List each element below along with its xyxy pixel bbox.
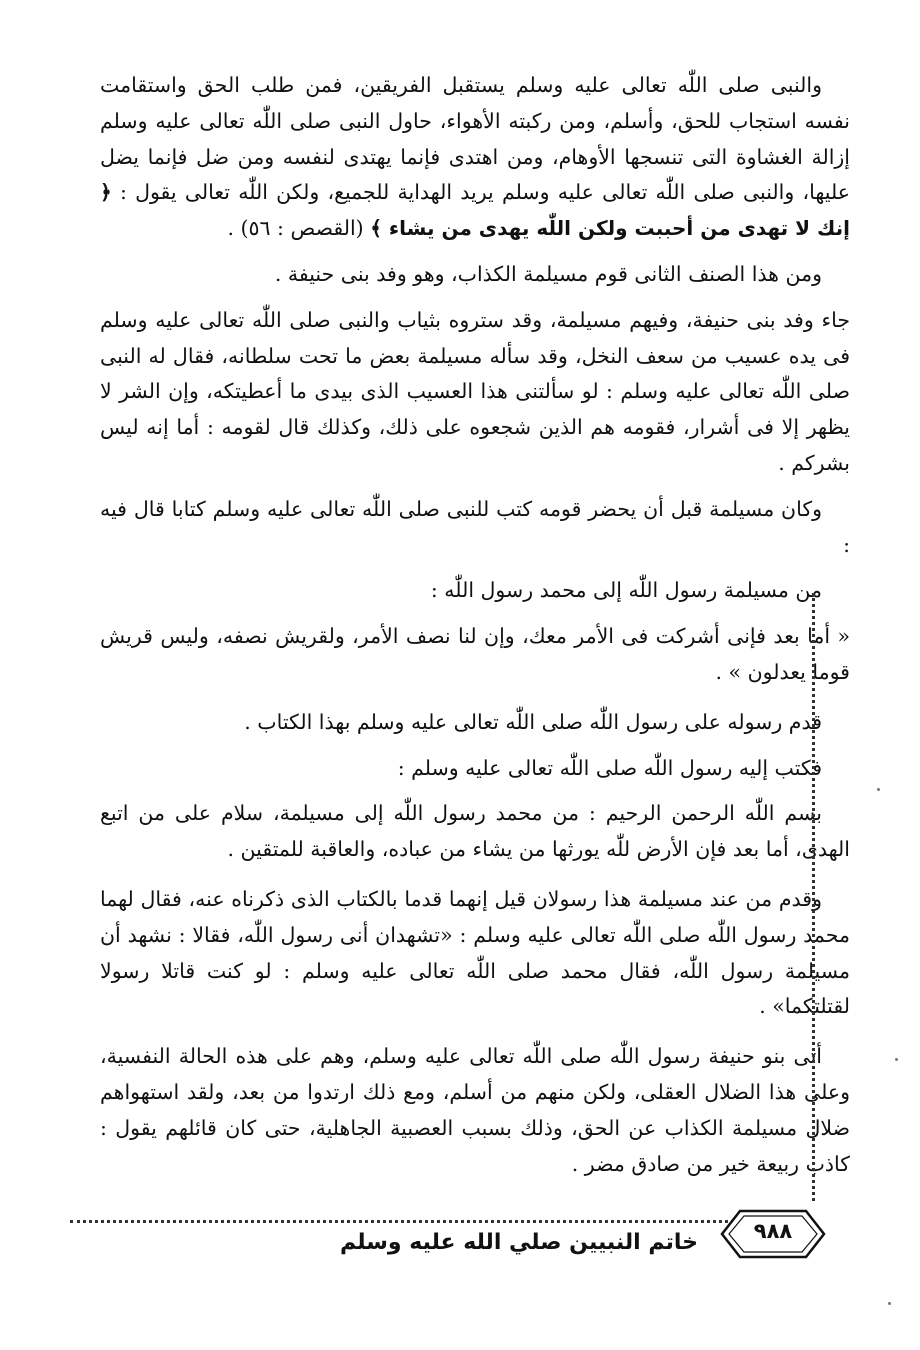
scan-speck: [895, 1058, 898, 1061]
paragraph-3: جاء وفد بنى حنيفة، وفيهم مسيلمة، وقد ستروه بثياب والنبى صلى اللّٰه تعالى عليه وسلم فى يده عسيب من سعف النخل، وقد سأله مسيلمة بعض ما تحت سلطانه، فقال له النبى صلى اللّٰه تعالى عليه وسلم : لو سألتنى هذا العسيب الذى بيدى ما أعطيتكه، وإن الشر لا يظهر إلا فى أشرار، فقومه هم الذين شجعوه على ذلك، وكذلك قال لقومه : أما إنه ليس بشركم .: [100, 307, 850, 475]
letter-quote: « أما بعد فإنى أشركت فى الأمر معك، وإن لنا نصف الأمر، ولقريش نصفه، وليس قريش قوما يعدلون » .: [100, 624, 850, 684]
paragraph-1: [100, 68, 850, 247]
quran-verse: ﴿ إنك لا تهدى من أحببت ولكن اللّٰه يهدى من يشاء ﴾: [100, 180, 850, 241]
book-title: خاتم النبيين صلي الله عليه وسلم: [340, 1230, 698, 1255]
paragraph-4: وكان مسيلمة قبل أن يحضر قومه كتب للنبى صلى اللّٰه تعالى عليه وسلم كتابا قال فيه :: [100, 496, 850, 557]
paragraph-5: قدم رسوله على رسول اللّٰه صلى اللّٰه تعالى عليه وسلم بهذا الكتاب .: [244, 709, 822, 734]
page-number: ٩٨٨: [753, 1219, 793, 1243]
scan-speck: [888, 1302, 891, 1305]
main-text: [100, 68, 850, 1182]
letter-header: من مسيلمة رسول اللّٰه إلى محمد رسول اللّٰه :: [430, 578, 822, 603]
paragraph-7: وقدم من عند مسيلمة هذا رسولان قيل إنهما قدما بالكتاب الذى ذكرناه عنه، فقال لهما محمد رسول اللّٰه صلى اللّٰه تعالى عليه وسلم : «تشهدان أنى رسول اللّٰه، فقالا : نشهد أن مسيلمة رسول اللّٰه، فقال محمد صلى اللّٰه تعالى عليه وسلم : لو كنت قاتلا رسولا لقتلتكما» .: [100, 886, 850, 1019]
paragraph-2: ومن هذا الصنف الثانى قوم مسيلمة الكذاب، وهو وفد بنى حنيفة .: [274, 261, 822, 286]
scan-speck: [877, 788, 880, 791]
paragraph-8: أتى بنو حنيفة رسول اللّٰه صلى اللّٰه تعالى عليه وسلم، وهم على هذه الحالة النفسية، وعلى هذا الضلال العقلى، ولكن منهم من أسلم، ومع ذلك ارتدوا من بعد، ولقد استهواهم ضلال مسيلمة الكذاب عن الحق، وذلك بسبب العصبية الجاهلية، حتى كان قائلهم يقول : كاذب ربيعة خير من صادق مضر .: [100, 1044, 850, 1176]
margin-dotted-rule: [812, 593, 815, 1201]
prophet-reply: بسم اللّٰه الرحمن الرحيم : من محمد رسول اللّٰه إلى مسيلمة، سلام على من اتبع الهدى، أما بعد فإن الأرض للّٰه يورثها من يشاء من عباده، والعاقبة للمتقين .: [100, 801, 850, 862]
verse-citation: (القصص : ٥٦) .: [227, 216, 364, 241]
page-number-badge: [718, 1209, 828, 1259]
paragraph-6: فكتب إليه رسول اللّٰه صلى اللّٰه تعالى عليه وسلم :: [397, 755, 822, 780]
paragraph-text: والنبى صلى اللّٰه تعالى عليه وسلم يستقبل الفريقين، فمن طلب الحق واستقامت نفسه استجاب للحق، وأسلم، ومن ركبته الأهواء، حاول النبى صلى اللّٰه تعالى عليه وسلم إزالة الغشاوة التى تنسجها الأوهام، ومن اهتدى فإنما يهتدى لنفسه ومن ضل فإنما يضل عليها، والنبى صلى اللّٰه تعالى عليه وسلم يريد الهداية للجميع، ولكن اللّٰه تعالى يقول :: [100, 73, 850, 205]
footer-dotted-rule: [70, 1220, 812, 1223]
